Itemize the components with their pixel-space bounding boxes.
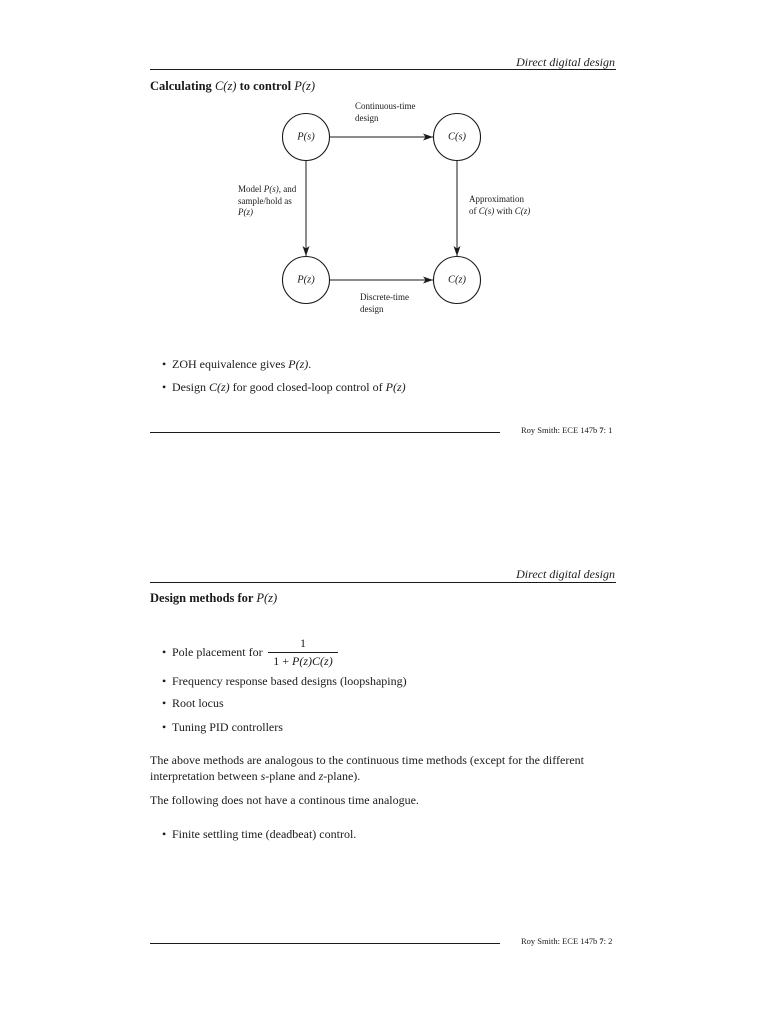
label-math: P(s) [263,184,279,194]
bullet-item: • Root locus [172,696,224,710]
fraction-numerator: 1 [300,636,306,650]
continuous-design-label [355,101,416,124]
label-line: design [355,112,379,123]
note-paragraph: The following does not have a continous time analogue. [150,793,419,807]
slide2-title [150,591,277,605]
footer-chapter: 7 [599,425,604,435]
approximation-label [469,194,530,217]
label-line: P(z) [238,207,253,217]
label-text: with [494,205,515,216]
paragraph-line [150,769,360,783]
paragraph-text: interpretation between [150,769,261,783]
label-math: C(s) [478,205,495,216]
denominator-math: P(z)C(z) [292,654,333,668]
bullet-item [172,357,311,371]
title-text: Design methods for [150,591,257,605]
label-line [238,184,296,196]
bullet-item: • Tuning PID controllers [172,720,283,734]
label-text: Model [238,184,264,194]
label-line: Continuous-time [355,101,416,111]
node-ps-label: P(s) [297,131,315,143]
slide2-footer [521,936,612,946]
bullet-text: Pole placement for [172,645,263,659]
slide1-footer [521,425,612,435]
bullet-item-deadbeat: • Finite settling time (deadbeat) control. [172,827,356,841]
slide2-header-rule [150,582,616,583]
paragraph-math: z [318,769,324,783]
label-line [469,206,530,218]
title-text: to control [236,79,295,93]
fraction-bar [268,652,338,653]
label-line: Approximation [469,194,524,204]
bullet-item [172,380,406,394]
title-math: C(z) [214,79,237,93]
label-line: sample/hold as [238,195,292,206]
footer-author: Roy Smith: ECE 147b [521,936,600,946]
title-math: P(z) [256,591,278,605]
slide2-footer-rule [150,943,500,944]
footer-author: Roy Smith: ECE 147b [521,425,600,435]
paragraph-line: The above methods are analogous to the continuous time methods (except for the different [150,753,584,767]
slide1-footer-rule [150,432,500,433]
bullet-text: ZOH equivalence gives [172,357,289,371]
label-line: Discrete-time [360,292,409,302]
bullet-math: P(z) [385,380,406,394]
model-sample-hold-label [238,184,296,219]
bullet-math: C(z) [209,380,230,394]
node-pz-label: P(z) [297,274,315,286]
node-cs-label: C(s) [447,131,467,143]
bullet-item-pole-placement [172,645,263,659]
footer-page: : 2 [603,936,613,946]
fraction-denominator [273,654,332,668]
slide2-header: Direct digital design [516,567,615,581]
bullet-math: P(z) [288,357,309,371]
bullet-text: for good closed-loop control of [229,380,386,394]
node-cz-label: C(z) [447,274,467,286]
design-path-diagram [0,0,768,330]
discrete-design-label [360,292,409,315]
label-text: , and [278,184,297,194]
closed-loop-fraction [268,636,338,668]
denominator-text: 1 + [273,654,293,668]
label-line: design [360,303,384,314]
slide1-header: Direct digital design [516,55,615,69]
title-math: P(z) [294,79,316,93]
bullet-text: . [308,357,312,371]
label-math: C(z) [514,205,531,216]
footer-chapter: 7 [599,936,604,946]
footer-page: : 1 [603,425,613,435]
paragraph-text: -plane). [323,769,361,783]
label-text: of [469,205,479,216]
paragraph-math: s [260,769,266,783]
bullet-item: • Frequency response based designs (loopshaping) [172,674,407,688]
title-text: Calculating [150,79,215,93]
bullet-text: Design [172,380,209,394]
paragraph-text: -plane and [265,769,319,783]
